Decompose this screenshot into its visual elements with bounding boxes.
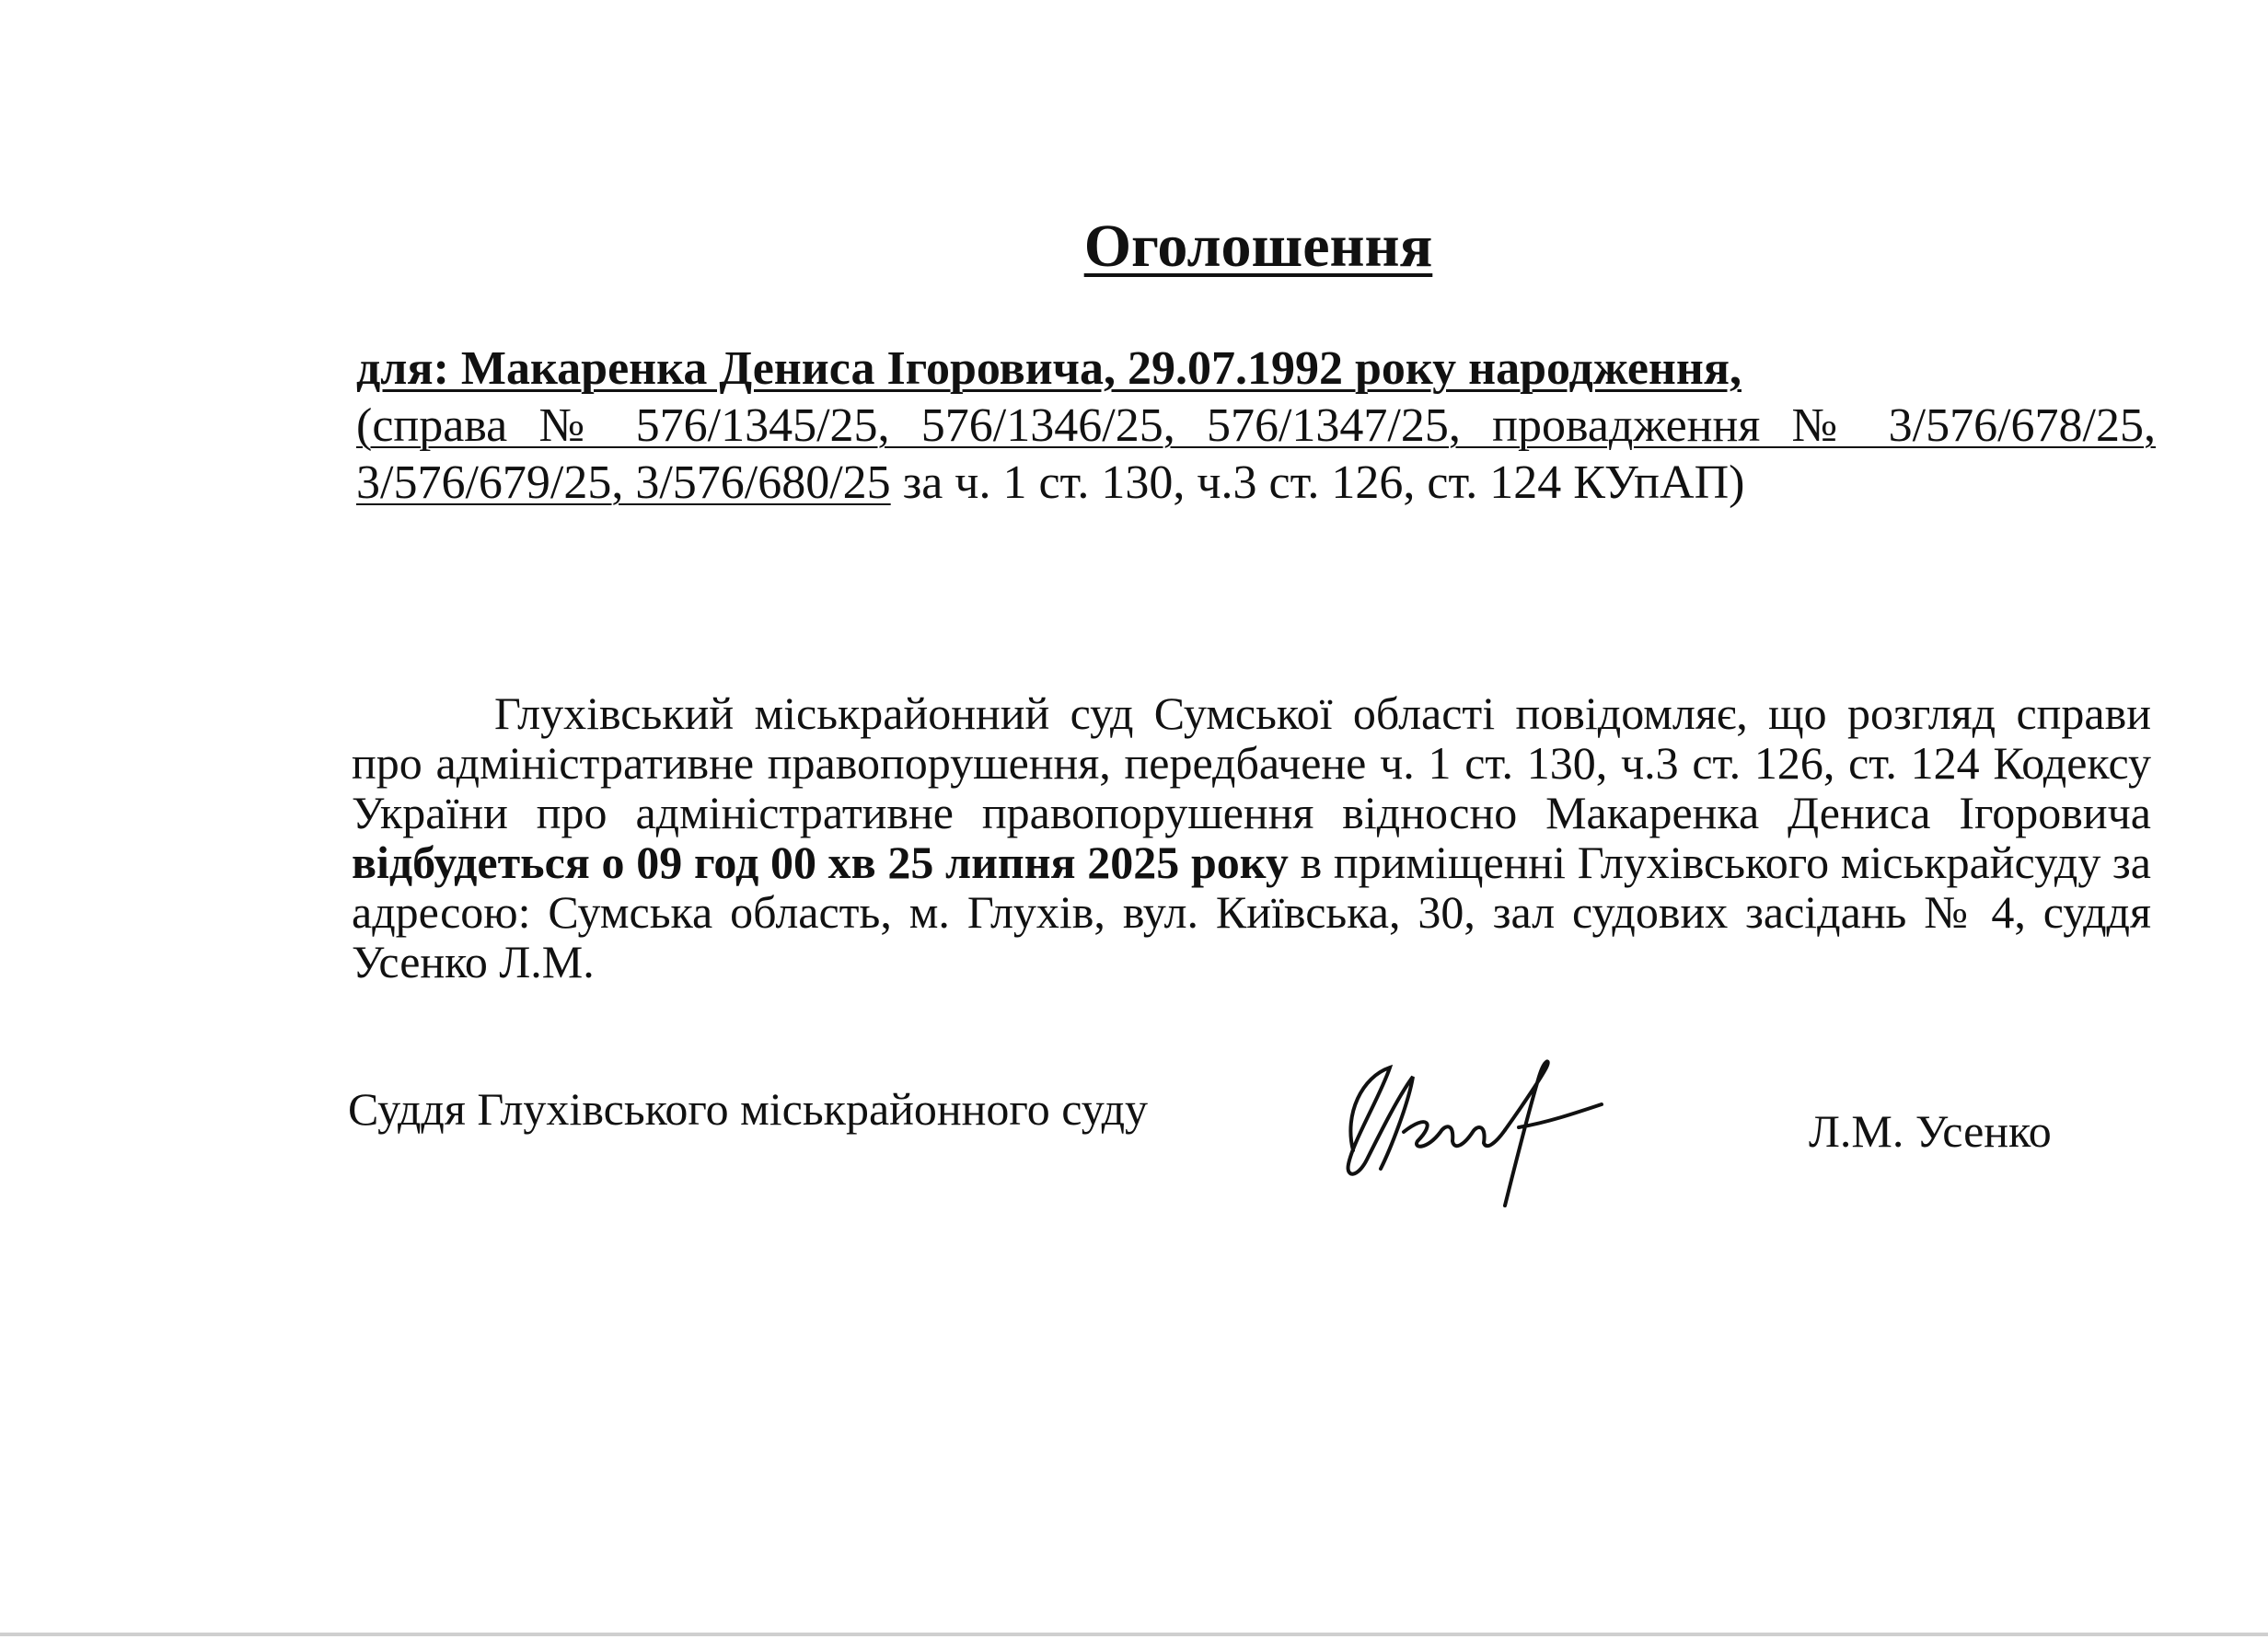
case-articles: за ч. 1 ст. 130, ч.3 ст. 126, ст. 124 КУпАП) [890, 456, 1745, 509]
document-title-text: Оголошення [1083, 213, 1433, 280]
hearing-date-time: відбудеться о 09 год 00 хв 25 липня 2025 року [352, 837, 1289, 888]
signatory-position: Суддя Глухівського міськрайонного суду [348, 1083, 1149, 1135]
notice-paragraph [352, 688, 2151, 987]
handwritten-signature [1325, 1040, 1620, 1224]
addressee-name-line: для: Макаренка Дениса Ігоровича, 29.07.1992 року народження, [356, 342, 1742, 395]
page-bottom-edge [0, 1633, 2268, 1636]
document-title [0, 213, 2268, 280]
addressee-block [356, 340, 2156, 512]
case-numbers-block [356, 398, 2156, 512]
judge-name: Л.М. Усенко [1809, 1105, 2052, 1157]
notice-text-location: в приміщенні Глухівського міськрайсуду за адресою: Сумська область, м. Глухів, вул. Київська, 30, зал судових засідань № 4, суддя Усенко Л.М. [352, 837, 2152, 987]
notice-text-intro: Глухівський міськрайонний суд Сумської області повідомляє, що розгляд справи про адміністративне правопорушення, передбачене ч. 1 ст. 130, ч.3 ст. 126, ст. 124 Кодексу України про адміністративне правопорушення відносно Макаренка Дениса Ігоровича [352, 687, 2151, 838]
case-numbers: (справа № 576/1345/25, 576/1346/25, 576/1347/25, провадження № 3/576/678/25, 3/576/679/25, 3/576/680/25 [356, 399, 2156, 509]
